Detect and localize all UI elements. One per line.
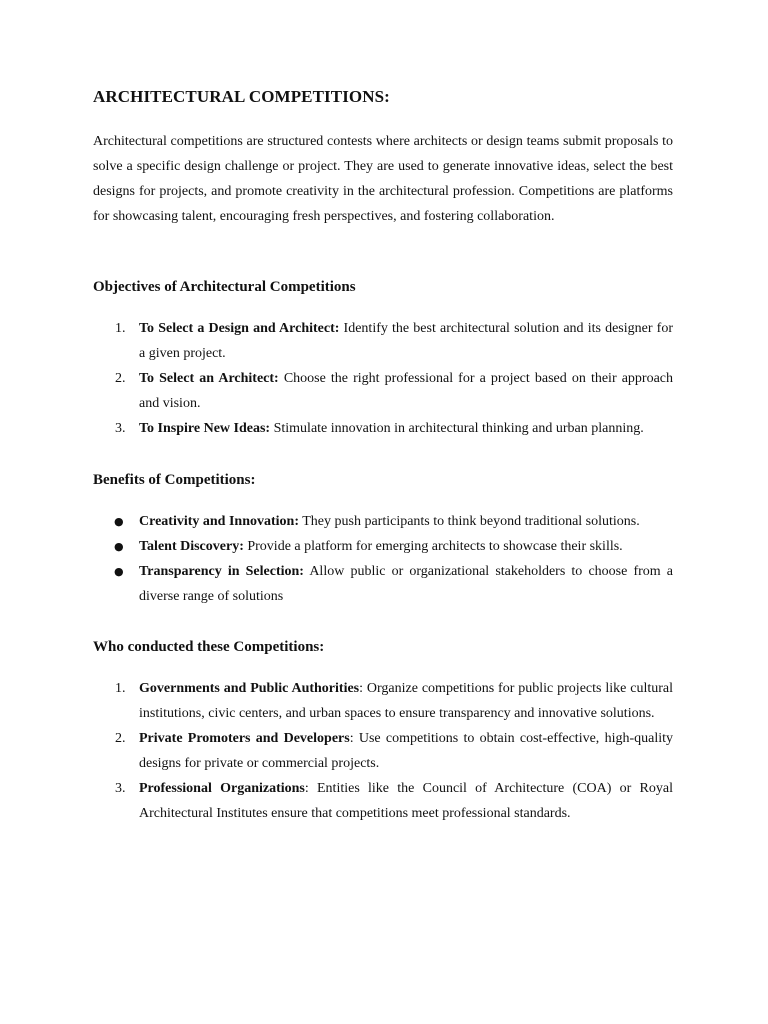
who-list	[93, 676, 673, 826]
item-text: Provide a platform for emerging architects to showcase their skills.	[243, 539, 623, 554]
item-term: Private Promoters and Developers	[139, 731, 350, 746]
intro-paragraph: Architectural competitions are structured contests where architects or design teams submit proposals to solve a specific design challenge or project. They are used to generate innovative ideas, select the best designs for projects, and promote creativity in the architectural profession. Competitions are platforms for showcasing talent, encouraging fresh perspectives, and fostering collaboration.	[93, 134, 673, 224]
benefits-list	[93, 509, 673, 609]
bullet-icon: ●	[114, 565, 124, 578]
who-list-item	[93, 776, 673, 826]
objectives-list-item	[93, 416, 673, 441]
objectives-heading: Objectives of Architectural Competitions	[93, 279, 356, 295]
objectives-list-item	[93, 366, 673, 416]
item-term: To Select a Design and Architect:	[139, 321, 340, 336]
objectives-list	[93, 316, 673, 441]
bullet-icon: ●	[114, 540, 124, 553]
benefits-list-item	[93, 534, 673, 559]
objectives-list-item	[93, 316, 673, 366]
benefits-list-item	[93, 559, 673, 609]
list-number: 2.	[115, 371, 126, 386]
list-number: 2.	[115, 731, 126, 746]
benefits-heading: Benefits of Competitions:	[93, 472, 256, 488]
item-text: They push participants to think beyond traditional solutions.	[298, 514, 640, 529]
who-heading: Who conducted these Competitions:	[93, 639, 325, 655]
item-text: Choose the right professional for a project based on their approach and vision.	[139, 371, 674, 411]
list-number: 3.	[115, 781, 126, 796]
who-list-item	[93, 676, 673, 726]
list-number: 1.	[115, 681, 126, 696]
item-term: Professional Organizations	[139, 781, 305, 796]
item-text: : Entities like the Council of Architecture (COA) or Royal Architectural Institutes ensure that competitions meet professional standards.	[139, 781, 673, 821]
document-content	[93, 85, 673, 826]
list-number: 1.	[115, 321, 126, 336]
document-title: ARCHITECTURAL COMPETITIONS:	[93, 87, 390, 106]
item-term: To Inspire New Ideas:	[139, 421, 271, 436]
benefits-list-item	[93, 509, 673, 534]
item-term: To Select an Architect:	[139, 371, 279, 386]
who-list-item	[93, 726, 673, 776]
item-term: Governments and Public Authorities	[139, 681, 360, 696]
item-term: Transparency in Selection:	[139, 564, 304, 579]
list-number: 3.	[115, 421, 126, 436]
item-text: Stimulate innovation in architectural thinking and urban planning.	[270, 421, 644, 436]
item-text: Identify the best architectural solution and its designer for a given project.	[139, 321, 673, 361]
item-term: Talent Discovery:	[139, 539, 244, 554]
item-term: Creativity and Innovation:	[139, 514, 299, 529]
item-text: Allow public or organizational stakeholders to choose from a diverse range of solutions	[139, 564, 673, 604]
bullet-icon: ●	[114, 515, 124, 528]
item-text: : Organize competitions for public projects like cultural institutions, civic centers, and urban spaces to ensure transparency and innovative solutions.	[139, 681, 673, 721]
item-text: : Use competitions to obtain cost-effective, high-quality designs for private or commercial projects.	[139, 731, 673, 771]
